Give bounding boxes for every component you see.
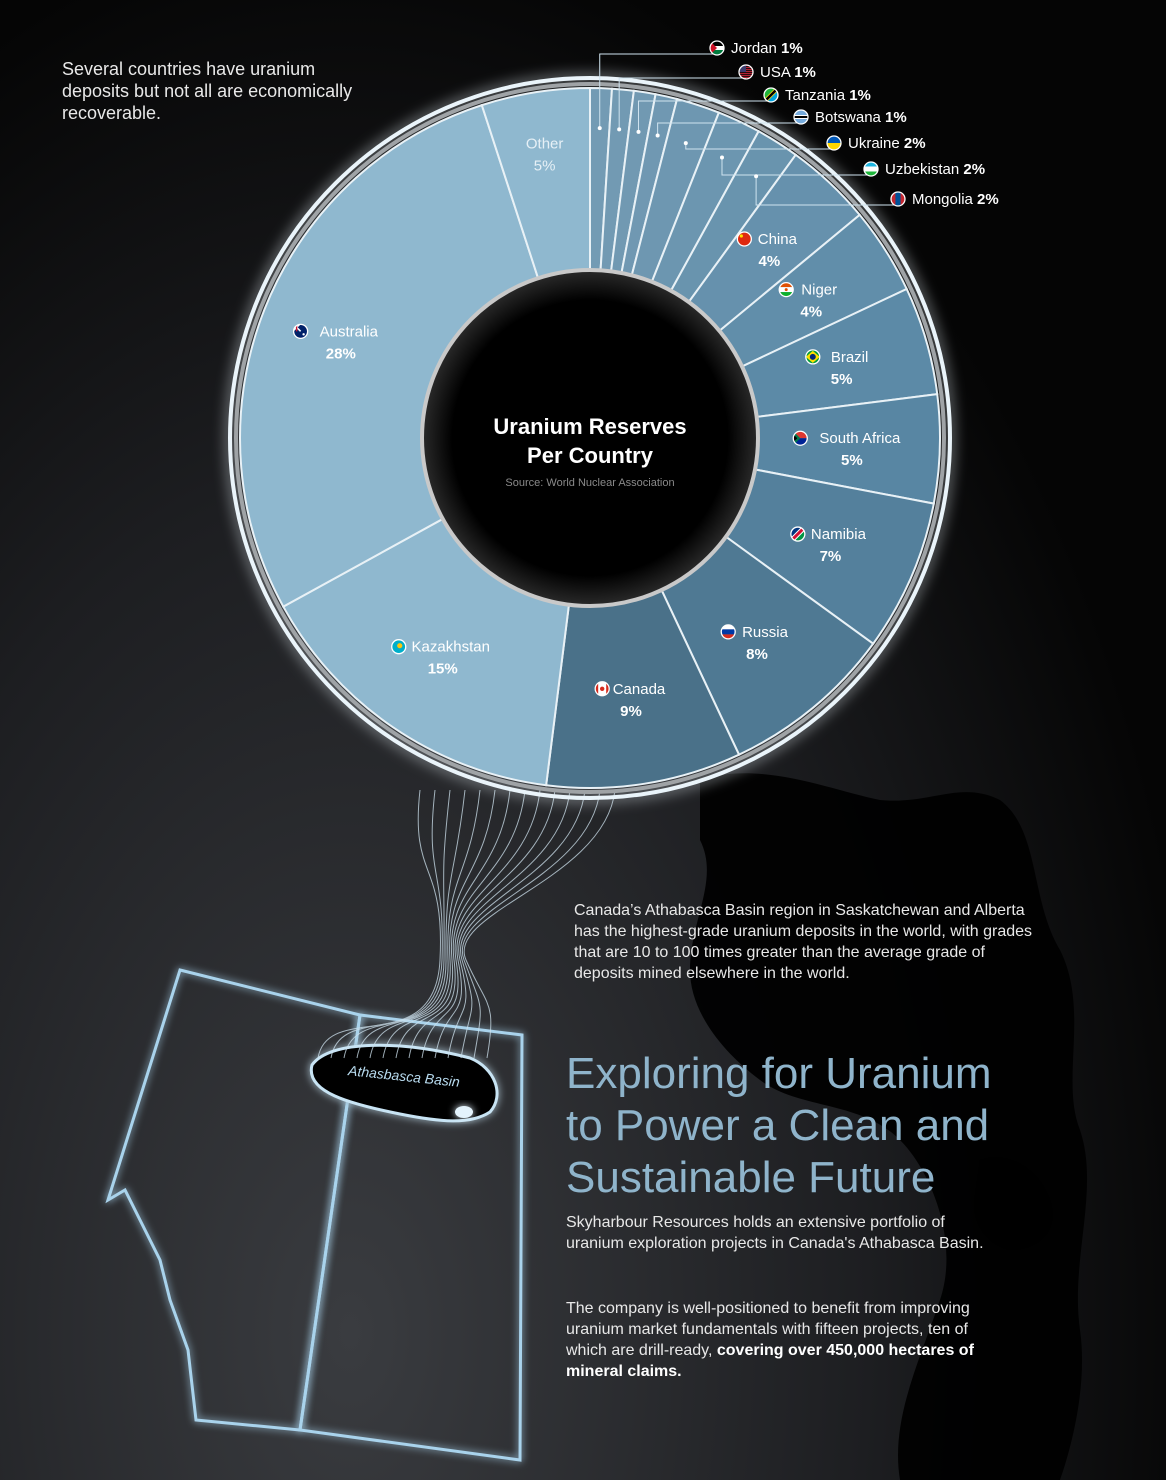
leader-dot-botswana bbox=[656, 133, 660, 137]
label-niger: Niger bbox=[801, 281, 838, 299]
headline bbox=[566, 1048, 1086, 1204]
value-russia: 8% bbox=[746, 645, 768, 663]
value-namibia: 7% bbox=[819, 548, 842, 566]
leader-dot-usa bbox=[617, 127, 621, 131]
label-tanzania: Tanzania 1% bbox=[785, 87, 871, 104]
label-russia: Russia bbox=[742, 623, 788, 641]
label-kazakhstan: Kazakhstan bbox=[411, 638, 490, 656]
label-botswana: Botswana 1% bbox=[815, 109, 907, 126]
label-namibia: Namibia bbox=[810, 526, 866, 544]
label-australia: Australia bbox=[319, 323, 378, 341]
leader-dot-ukraine bbox=[684, 141, 688, 145]
value-brazil: 5% bbox=[830, 370, 853, 388]
basin-paragraph: Canada’s Athabasca Basin region in Saskatchewan and Alberta has the highest-grade uranium deposits in the world, with grades that are 10 to 100 times greater than the average grade of deposits mined elsewhere in the world. bbox=[574, 902, 1033, 982]
usa-flag-icon bbox=[738, 65, 754, 79]
value-other: 5% bbox=[533, 157, 556, 175]
label-south-africa: South Africa bbox=[819, 430, 901, 448]
company-paragraph-2-highlight: covering over 450,000 hectares of mineral claims. bbox=[566, 1342, 974, 1380]
value-australia: 28% bbox=[325, 345, 356, 363]
leader-dot-jordan bbox=[598, 126, 602, 130]
label-other: Other bbox=[525, 135, 564, 153]
company-paragraph-2 bbox=[566, 1298, 986, 1382]
leader-dot-mongolia bbox=[754, 174, 758, 178]
label-china: China bbox=[757, 231, 797, 249]
chart-title-line1: Uranium Reserves bbox=[493, 414, 687, 439]
company-paragraph-1: Skyharbour Resources holds an extensive portfolio of uranium exploration projects in Canada's Athabasca Basin. bbox=[566, 1214, 984, 1252]
label-uzbekistan: Uzbekistan 2% bbox=[885, 161, 986, 178]
company-paragraph-2-text: The company is well-positioned to benefit from improving uranium market fundamentals with fifteen projects, ten of which are drill-ready, bbox=[566, 1300, 970, 1359]
value-south-africa: 5% bbox=[841, 452, 863, 470]
value-niger: 4% bbox=[800, 303, 823, 321]
chart-title-line2: Per Country bbox=[527, 443, 653, 468]
leader-dot-uzbekistan bbox=[720, 156, 724, 160]
value-china: 4% bbox=[758, 253, 781, 271]
label-brazil: Brazil bbox=[830, 348, 869, 366]
chart-subtitle: Source: World Nuclear Association bbox=[505, 477, 675, 489]
label-jordan: Jordan 1% bbox=[731, 40, 803, 57]
headline-line-1: Exploring for Uranium bbox=[566, 1049, 992, 1098]
intro-text: Several countries have uranium deposits but not all are economically recoverable. bbox=[62, 59, 353, 123]
headline-line-3: Sustainable Future bbox=[566, 1153, 936, 1202]
leader-dot-tanzania bbox=[636, 130, 640, 134]
map-label: Athasbasca Basin bbox=[347, 1062, 461, 1090]
label-mongolia: Mongolia 2% bbox=[912, 191, 999, 208]
value-kazakhstan: 15% bbox=[427, 660, 458, 678]
value-canada: 9% bbox=[620, 702, 642, 720]
label-usa: USA 1% bbox=[760, 64, 816, 81]
headline-line-2: to Power a Clean and bbox=[566, 1101, 990, 1150]
label-ukraine: Ukraine 2% bbox=[848, 135, 926, 152]
label-canada: Canada bbox=[612, 680, 666, 698]
